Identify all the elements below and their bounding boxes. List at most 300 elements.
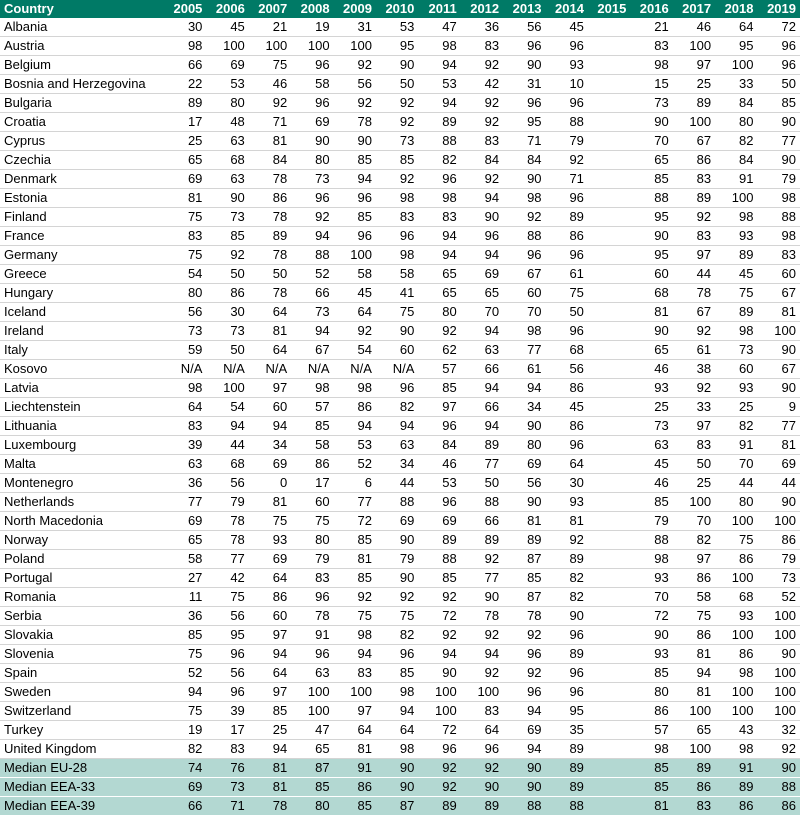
table-cell bbox=[588, 113, 630, 132]
table-cell: 78 bbox=[673, 284, 715, 303]
table-cell: 80 bbox=[291, 797, 333, 816]
table-cell: 98 bbox=[630, 550, 672, 569]
table-cell: 100 bbox=[715, 189, 757, 208]
table-cell: 46 bbox=[249, 75, 291, 94]
row-label: Latvia bbox=[0, 379, 164, 398]
table-row bbox=[0, 151, 800, 170]
table-cell: 6 bbox=[334, 474, 376, 493]
table-cell bbox=[588, 284, 630, 303]
table-row bbox=[0, 303, 800, 322]
table-cell: 30 bbox=[206, 303, 248, 322]
table-cell: 45 bbox=[546, 398, 588, 417]
table-cell: 96 bbox=[503, 94, 545, 113]
row-label: Finland bbox=[0, 208, 164, 227]
table-cell: 85 bbox=[164, 626, 206, 645]
table-cell: 86 bbox=[757, 531, 800, 550]
table-cell: 96 bbox=[418, 417, 460, 436]
table-cell: 85 bbox=[418, 379, 460, 398]
table-cell: 10 bbox=[546, 75, 588, 94]
table-cell: 56 bbox=[503, 474, 545, 493]
table-cell: 73 bbox=[291, 170, 333, 189]
table-cell: 90 bbox=[757, 493, 800, 512]
table-cell: 77 bbox=[334, 493, 376, 512]
table-cell: 82 bbox=[673, 531, 715, 550]
table-row bbox=[0, 721, 800, 740]
table-cell: 61 bbox=[546, 265, 588, 284]
table-cell: 79 bbox=[546, 132, 588, 151]
table-cell: 78 bbox=[249, 208, 291, 227]
row-label: Sweden bbox=[0, 683, 164, 702]
table-cell: 94 bbox=[461, 246, 503, 265]
table-cell: 64 bbox=[164, 398, 206, 417]
table-cell: 78 bbox=[249, 284, 291, 303]
table-row bbox=[0, 227, 800, 246]
table-cell: 100 bbox=[673, 702, 715, 721]
table-cell: 54 bbox=[164, 265, 206, 284]
table-cell: 58 bbox=[164, 550, 206, 569]
table-cell: 89 bbox=[715, 246, 757, 265]
table-cell: 92 bbox=[461, 664, 503, 683]
row-label: Romania bbox=[0, 588, 164, 607]
table-cell: N/A bbox=[376, 360, 418, 379]
table-cell: 97 bbox=[418, 398, 460, 417]
table-cell: 11 bbox=[164, 588, 206, 607]
table-row bbox=[0, 56, 800, 75]
table-cell: 70 bbox=[715, 455, 757, 474]
table-row bbox=[0, 398, 800, 417]
row-label: Serbia bbox=[0, 607, 164, 626]
table-cell: 58 bbox=[334, 265, 376, 284]
table-cell: 80 bbox=[291, 151, 333, 170]
table-cell: 100 bbox=[206, 379, 248, 398]
row-label: Montenegro bbox=[0, 474, 164, 493]
table-cell: 93 bbox=[249, 531, 291, 550]
table-cell: 94 bbox=[418, 645, 460, 664]
table-cell: 92 bbox=[376, 94, 418, 113]
table-cell: 92 bbox=[546, 151, 588, 170]
table-cell: 96 bbox=[206, 645, 248, 664]
table-row bbox=[0, 94, 800, 113]
table-cell: 98 bbox=[376, 189, 418, 208]
table-cell: 45 bbox=[715, 265, 757, 284]
table-cell: 78 bbox=[249, 246, 291, 265]
table-cell: 77 bbox=[206, 550, 248, 569]
table-cell: 70 bbox=[673, 512, 715, 531]
row-label: Netherlands bbox=[0, 493, 164, 512]
table-cell: 58 bbox=[376, 265, 418, 284]
table-cell: 85 bbox=[376, 664, 418, 683]
table-cell: 82 bbox=[418, 151, 460, 170]
table-cell: 97 bbox=[673, 417, 715, 436]
table-row bbox=[0, 37, 800, 56]
table-cell: 75 bbox=[715, 531, 757, 550]
table-cell: N/A bbox=[291, 360, 333, 379]
table-cell: 65 bbox=[164, 151, 206, 170]
table-cell: 87 bbox=[291, 759, 333, 778]
table-cell: 71 bbox=[206, 797, 248, 816]
table-cell: 92 bbox=[418, 626, 460, 645]
table-cell: 86 bbox=[206, 284, 248, 303]
table-row bbox=[0, 360, 800, 379]
table-cell: 92 bbox=[376, 113, 418, 132]
table-cell: 88 bbox=[630, 531, 672, 550]
table-cell: 15 bbox=[630, 75, 672, 94]
column-header-country: Country bbox=[4, 1, 54, 16]
table-cell: 87 bbox=[503, 550, 545, 569]
table-cell: 54 bbox=[334, 341, 376, 360]
table-cell: 81 bbox=[164, 189, 206, 208]
table-cell: 75 bbox=[249, 56, 291, 75]
table-cell: 73 bbox=[376, 132, 418, 151]
table-cell: 96 bbox=[757, 56, 800, 75]
table-cell: 94 bbox=[249, 740, 291, 759]
table-cell: 43 bbox=[715, 721, 757, 740]
table-cell: 100 bbox=[673, 37, 715, 56]
table-row bbox=[0, 208, 800, 227]
table-cell: 72 bbox=[334, 512, 376, 531]
table-cell: 100 bbox=[334, 37, 376, 56]
table-cell bbox=[588, 645, 630, 664]
table-cell: 69 bbox=[503, 455, 545, 474]
table-cell: 47 bbox=[418, 18, 460, 37]
table-cell: 60 bbox=[291, 493, 333, 512]
table-cell: 92 bbox=[503, 626, 545, 645]
table-cell: 80 bbox=[418, 303, 460, 322]
table-cell: 92 bbox=[461, 56, 503, 75]
table-cell: 92 bbox=[461, 550, 503, 569]
table-cell: 92 bbox=[503, 664, 545, 683]
table-cell: 92 bbox=[461, 759, 503, 778]
table-cell: 95 bbox=[715, 37, 757, 56]
table-cell: 86 bbox=[715, 645, 757, 664]
table-cell: 90 bbox=[757, 645, 800, 664]
table-cell: 94 bbox=[249, 645, 291, 664]
row-label: Luxembourg bbox=[0, 436, 164, 455]
table-cell: 96 bbox=[546, 37, 588, 56]
table-cell: 92 bbox=[334, 94, 376, 113]
table-cell: 96 bbox=[546, 683, 588, 702]
table-cell: 69 bbox=[164, 170, 206, 189]
table-cell: 90 bbox=[757, 379, 800, 398]
table-cell: 100 bbox=[715, 702, 757, 721]
row-label: Albania bbox=[0, 18, 164, 37]
table-cell: 97 bbox=[673, 246, 715, 265]
table-cell: 64 bbox=[334, 721, 376, 740]
table-cell: 81 bbox=[249, 322, 291, 341]
table-cell: 50 bbox=[546, 303, 588, 322]
table-cell: 78 bbox=[206, 512, 248, 531]
table-cell: 100 bbox=[418, 683, 460, 702]
table-cell: 83 bbox=[461, 702, 503, 721]
row-label: Hungary bbox=[0, 284, 164, 303]
table-cell: 85 bbox=[291, 778, 333, 797]
table-cell: 75 bbox=[715, 284, 757, 303]
table-cell: 65 bbox=[630, 151, 672, 170]
table-cell: 90 bbox=[376, 778, 418, 797]
table-cell: 41 bbox=[376, 284, 418, 303]
table-cell bbox=[588, 436, 630, 455]
table-cell: 100 bbox=[291, 683, 333, 702]
summary-row bbox=[0, 759, 800, 778]
table-cell: N/A bbox=[249, 360, 291, 379]
table-cell: 94 bbox=[418, 227, 460, 246]
table-cell: 83 bbox=[461, 37, 503, 56]
table-cell: 79 bbox=[291, 550, 333, 569]
table-cell: 92 bbox=[673, 379, 715, 398]
table-cell: 71 bbox=[249, 113, 291, 132]
table-cell: 64 bbox=[461, 721, 503, 740]
row-label: Greece bbox=[0, 265, 164, 284]
table-cell: 85 bbox=[418, 569, 460, 588]
column-header-year: 2019 bbox=[767, 1, 796, 16]
table-row bbox=[0, 512, 800, 531]
table-cell: 77 bbox=[461, 569, 503, 588]
table-cell: 64 bbox=[334, 303, 376, 322]
table-cell: 86 bbox=[715, 550, 757, 569]
table-cell: 58 bbox=[673, 588, 715, 607]
table-cell: 98 bbox=[715, 208, 757, 227]
table-cell: 42 bbox=[206, 569, 248, 588]
table-cell: 98 bbox=[715, 740, 757, 759]
table-cell: 96 bbox=[291, 645, 333, 664]
table-cell: 98 bbox=[334, 626, 376, 645]
table-cell: 69 bbox=[503, 721, 545, 740]
table-cell: 96 bbox=[418, 740, 460, 759]
table-cell: 93 bbox=[715, 227, 757, 246]
table-cell: 78 bbox=[206, 531, 248, 550]
table-cell: 97 bbox=[249, 683, 291, 702]
table-cell: 73 bbox=[630, 94, 672, 113]
table-cell: 85 bbox=[206, 227, 248, 246]
table-cell: 96 bbox=[546, 94, 588, 113]
table-cell: 60 bbox=[249, 398, 291, 417]
table-cell: 30 bbox=[164, 18, 206, 37]
table-cell: 69 bbox=[291, 113, 333, 132]
table-cell: 21 bbox=[630, 18, 672, 37]
table-cell: 65 bbox=[461, 284, 503, 303]
table-cell: 90 bbox=[503, 170, 545, 189]
table-cell: 89 bbox=[164, 94, 206, 113]
table-cell: 65 bbox=[418, 265, 460, 284]
table-cell: 96 bbox=[418, 493, 460, 512]
table-cell: 73 bbox=[206, 778, 248, 797]
table-cell: 63 bbox=[376, 436, 418, 455]
table-row bbox=[0, 379, 800, 398]
column-header-year: 2015 bbox=[597, 1, 627, 16]
table-cell: 69 bbox=[461, 265, 503, 284]
table-cell: 50 bbox=[206, 265, 248, 284]
table-cell: 90 bbox=[461, 778, 503, 797]
table-cell: 96 bbox=[461, 227, 503, 246]
row-label: Denmark bbox=[0, 170, 164, 189]
row-label: Iceland bbox=[0, 303, 164, 322]
table-row bbox=[0, 322, 800, 341]
table-cell: 90 bbox=[461, 208, 503, 227]
table-cell: 56 bbox=[164, 303, 206, 322]
table-row bbox=[0, 531, 800, 550]
table-cell bbox=[588, 18, 630, 37]
table-row bbox=[0, 113, 800, 132]
table-cell: 32 bbox=[757, 721, 800, 740]
table-cell: 52 bbox=[757, 588, 800, 607]
table-cell: 25 bbox=[673, 75, 715, 94]
table-cell: 66 bbox=[461, 512, 503, 531]
table-cell bbox=[588, 398, 630, 417]
table-cell: 93 bbox=[546, 493, 588, 512]
row-label: Lithuania bbox=[0, 417, 164, 436]
table-cell: 92 bbox=[418, 588, 460, 607]
table-cell: 98 bbox=[376, 246, 418, 265]
table-cell: 90 bbox=[630, 113, 672, 132]
table-cell: 98 bbox=[503, 189, 545, 208]
table-cell: 100 bbox=[418, 702, 460, 721]
table-cell bbox=[588, 683, 630, 702]
table-cell: 46 bbox=[673, 18, 715, 37]
table-cell: 90 bbox=[630, 227, 672, 246]
table-cell: 81 bbox=[630, 797, 672, 816]
table-cell: 79 bbox=[206, 493, 248, 512]
table-cell: 52 bbox=[291, 265, 333, 284]
table-cell: 90 bbox=[630, 322, 672, 341]
table-cell: 46 bbox=[630, 360, 672, 379]
table-cell: 56 bbox=[206, 607, 248, 626]
table-cell: 73 bbox=[715, 341, 757, 360]
table-cell: 75 bbox=[164, 208, 206, 227]
table-cell: 100 bbox=[249, 37, 291, 56]
table-cell: 94 bbox=[461, 379, 503, 398]
table-cell bbox=[588, 721, 630, 740]
table-cell: 85 bbox=[630, 778, 672, 797]
table-cell bbox=[588, 455, 630, 474]
table-body bbox=[0, 18, 800, 759]
table-cell: 69 bbox=[418, 512, 460, 531]
table-cell: 94 bbox=[461, 189, 503, 208]
table-cell: 85 bbox=[630, 664, 672, 683]
table-cell: 88 bbox=[418, 550, 460, 569]
table-cell: 82 bbox=[715, 417, 757, 436]
table-cell: 98 bbox=[376, 683, 418, 702]
table-row bbox=[0, 417, 800, 436]
row-label: Croatia bbox=[0, 113, 164, 132]
table-cell: 81 bbox=[249, 493, 291, 512]
table-cell: 81 bbox=[249, 759, 291, 778]
table-cell: 85 bbox=[376, 151, 418, 170]
table-cell: 50 bbox=[206, 341, 248, 360]
table-cell: 61 bbox=[673, 341, 715, 360]
table-cell: 86 bbox=[546, 417, 588, 436]
table-cell: 96 bbox=[291, 94, 333, 113]
table-cell: 100 bbox=[757, 607, 800, 626]
table-cell: 90 bbox=[206, 189, 248, 208]
table-cell: 93 bbox=[546, 56, 588, 75]
table-cell: 59 bbox=[164, 341, 206, 360]
table-cell: 81 bbox=[249, 778, 291, 797]
table-cell: 82 bbox=[376, 626, 418, 645]
table-cell: 77 bbox=[757, 132, 800, 151]
table-cell: 75 bbox=[164, 702, 206, 721]
table-cell: 94 bbox=[291, 227, 333, 246]
table-cell: 94 bbox=[503, 702, 545, 721]
table-cell: 92 bbox=[757, 740, 800, 759]
table-cell: 90 bbox=[503, 778, 545, 797]
table-cell bbox=[588, 493, 630, 512]
table-cell: 79 bbox=[630, 512, 672, 531]
table-cell: 81 bbox=[673, 683, 715, 702]
table-cell: 83 bbox=[757, 246, 800, 265]
table-row bbox=[0, 455, 800, 474]
table-cell: 31 bbox=[334, 18, 376, 37]
table-cell: 68 bbox=[715, 588, 757, 607]
table-cell: 27 bbox=[164, 569, 206, 588]
table-cell: 50 bbox=[376, 75, 418, 94]
table-cell: 100 bbox=[757, 626, 800, 645]
table-cell: N/A bbox=[206, 360, 248, 379]
row-label: United Kingdom bbox=[0, 740, 164, 759]
table-cell: 57 bbox=[630, 721, 672, 740]
table-cell: 66 bbox=[164, 56, 206, 75]
table-cell: 85 bbox=[334, 531, 376, 550]
column-header-year: 2005 bbox=[173, 1, 203, 16]
table-cell: 92 bbox=[334, 56, 376, 75]
table-cell: 86 bbox=[757, 797, 800, 816]
table-cell: 76 bbox=[206, 759, 248, 778]
table-cell: 93 bbox=[715, 607, 757, 626]
table-cell: 38 bbox=[673, 360, 715, 379]
column-header-year: 2012 bbox=[470, 1, 500, 16]
table-cell: 94 bbox=[334, 417, 376, 436]
table-cell: 100 bbox=[715, 626, 757, 645]
column-header-year: 2014 bbox=[555, 1, 584, 16]
column-header-year: 2006 bbox=[215, 1, 245, 16]
table-row bbox=[0, 626, 800, 645]
table-cell: 89 bbox=[546, 759, 588, 778]
table-cell: 86 bbox=[630, 702, 672, 721]
table-cell: 100 bbox=[757, 512, 800, 531]
table-cell: 98 bbox=[630, 740, 672, 759]
table-cell: 0 bbox=[249, 474, 291, 493]
table-cell: 78 bbox=[249, 797, 291, 816]
table-cell bbox=[588, 759, 630, 778]
table-cell: 83 bbox=[376, 208, 418, 227]
table-cell: 45 bbox=[630, 455, 672, 474]
table-cell: 42 bbox=[461, 75, 503, 94]
table-cell: 86 bbox=[715, 797, 757, 816]
table-cell: 96 bbox=[418, 170, 460, 189]
table-cell: 83 bbox=[291, 569, 333, 588]
table-cell: 60 bbox=[630, 265, 672, 284]
table-cell bbox=[588, 227, 630, 246]
table-cell: 90 bbox=[376, 569, 418, 588]
table-cell: 90 bbox=[461, 588, 503, 607]
table-cell: 86 bbox=[546, 227, 588, 246]
table-cell: 83 bbox=[206, 740, 248, 759]
table-cell: 91 bbox=[715, 170, 757, 189]
row-label: France bbox=[0, 227, 164, 246]
table-cell: 44 bbox=[715, 474, 757, 493]
table-row bbox=[0, 284, 800, 303]
table-row bbox=[0, 132, 800, 151]
table-cell: 93 bbox=[630, 569, 672, 588]
table-cell: 68 bbox=[206, 151, 248, 170]
row-label: Cyprus bbox=[0, 132, 164, 151]
row-label: Median EEA-33 bbox=[0, 778, 164, 797]
table-cell: 34 bbox=[376, 455, 418, 474]
table-cell: 66 bbox=[461, 360, 503, 379]
table-row bbox=[0, 189, 800, 208]
table-cell: 84 bbox=[461, 151, 503, 170]
table-cell: 53 bbox=[206, 75, 248, 94]
table-cell: 89 bbox=[546, 208, 588, 227]
